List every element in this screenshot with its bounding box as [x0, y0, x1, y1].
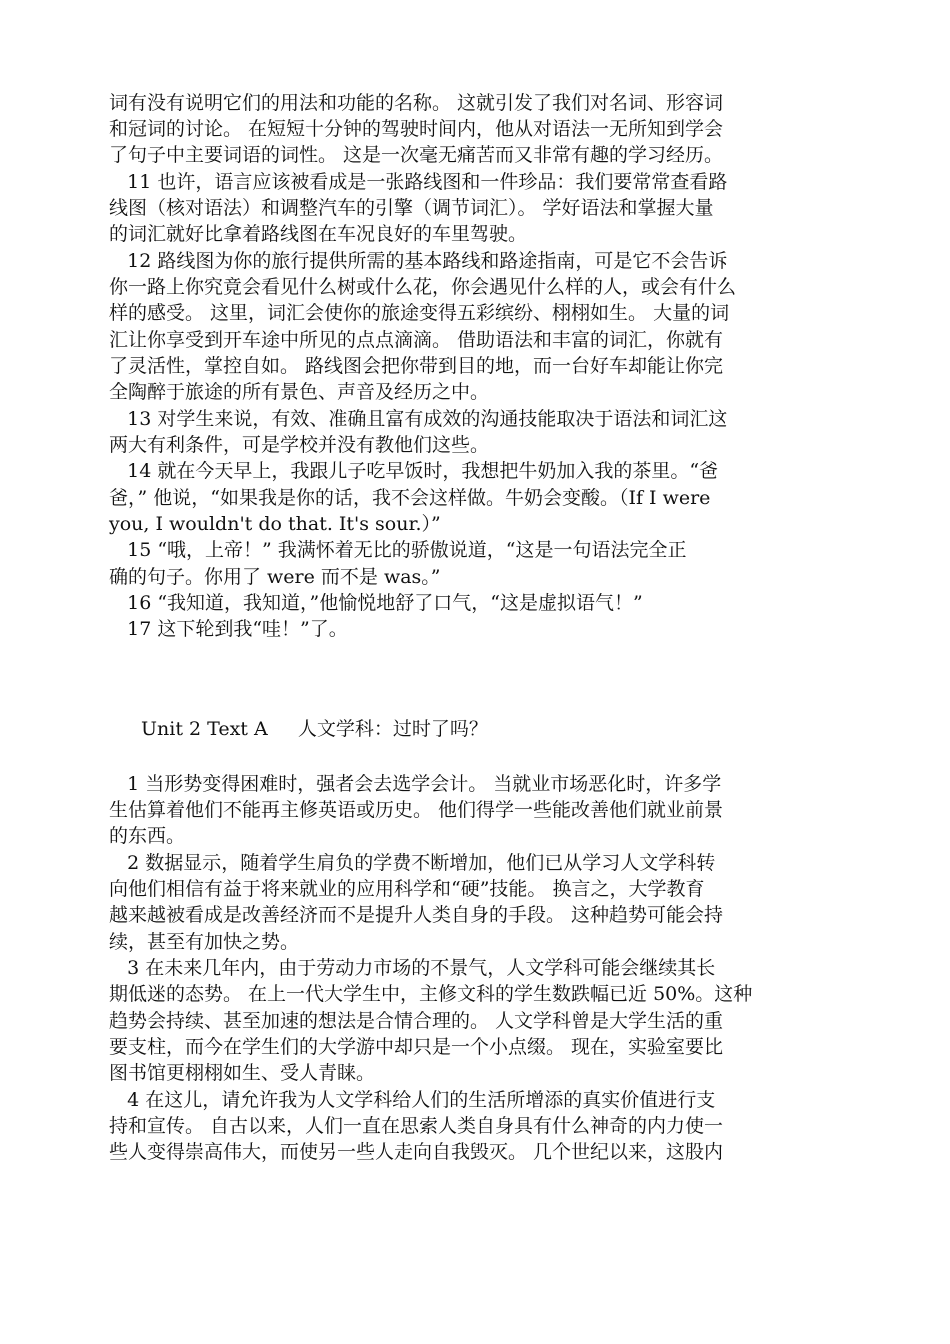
text-line: 你一路上你究竟会看见什么树或什么花，你会遇见什么样的人，或会有什么 — [109, 276, 737, 298]
text-line: 续，甚至有加快之势。 — [109, 931, 300, 953]
text-line: 2 数据显示，随着学生肩负的学费不断增加，他们已从学习人文学科转 — [109, 852, 716, 874]
text-line: 13 对学生来说，有效、准确且富有成效的沟通技能取决于语法和词汇这 — [109, 408, 728, 430]
text-line: 爸，” 他说，“如果我是你的话，我不会这样做。牛奶会变酸。（If I were — [109, 487, 711, 509]
text-line: 生估算着他们不能再主修英语或历史。 他们得学一些能改善他们就业前景 — [109, 799, 724, 821]
text-line: 14 就在今天早上，我跟儿子吃早饭时，我想把牛奶加入我的茶里。“爸 — [109, 460, 719, 482]
text-line: 11 也许，语言应该被看成是一张路线图和一件珍品：我们要常常查看路 — [109, 171, 728, 193]
text-line: 趋势会持续、甚至加速的想法是合情合理的。 人文学科曾是大学生活的重 — [109, 1010, 724, 1032]
text-line: 持和宣传。 自古以来，人们一直在思索人类自身具有什么神奇的内力使一 — [109, 1115, 724, 1137]
text-line: 12 路线图为你的旅行提供所需的基本路线和路途指南，可是它不会告诉 — [109, 250, 728, 272]
text-line: 线图（核对语法）和调整汽车的引擎（调节词汇）。 学好语法和掌握大量 — [109, 197, 714, 219]
text-line: 1 当形势变得困难时，强者会去选学会计。 当就业市场恶化时，许多学 — [109, 773, 722, 795]
text-line: 的词汇就好比拿着路线图在车况良好的车里驾驶。 — [109, 223, 528, 245]
text-line: 确的句子。你用了 were 而不是 was。” — [109, 566, 441, 588]
text-line: 些人变得崇高伟大，而使另一些人走向自我毁灭。 几个世纪以来，这股内 — [109, 1141, 724, 1163]
text-line: 向他们相信有益于将来就业的应用科学和“硬”技能。 换言之，大学教育 — [109, 878, 705, 900]
text-line: 和冠词的讨论。 在短短十分钟的驾驶时间内，他从对语法一无所知到学会 — [109, 118, 724, 140]
text-line: 越来越被看成是改善经济而不是提升人类自身的手段。 这种趋势可能会持 — [109, 904, 724, 926]
text-line: 了灵活性，掌控自如。 路线图会把你带到目的地，而一台好车却能让你完 — [109, 355, 724, 377]
text-line: 3 在未来几年内，由于劳动力市场的不景气，人文学科可能会继续其长 — [109, 957, 716, 979]
text-line: 16 “我知道，我知道，”他愉悦地舒了口气，“这是虚拟语气！” — [109, 592, 643, 614]
text-line: 样的感受。 这里，词汇会使你的旅途变得五彩缤纷、栩栩如生。 大量的词 — [109, 302, 730, 324]
text-line: 15 “哦，上帝！” 我满怀着无比的骄傲说道，“这是一句语法完全正 — [109, 539, 687, 561]
text-line: 了句子中主要词语的词性。 这是一次毫无痛苦而又非常有趣的学习经历。 — [109, 144, 724, 166]
text-line: 4 在这儿，请允许我为人文学科给人们的生活所增添的真实价值进行支 — [109, 1089, 716, 1111]
text-line: 要支柱，而今在学生们的大学游中却只是一个小点缀。 现在，实验室要比 — [109, 1036, 724, 1058]
text-line: 的东西。 — [109, 825, 186, 847]
text-line: 汇让你享受到开车途中所见的点点滴滴。 借助语法和丰富的词汇，你就有 — [109, 329, 724, 351]
text-line: you, I wouldn't do that. It's sour.）” — [109, 513, 441, 535]
text-line: 两大有利条件，可是学校并没有教他们这些。 — [109, 434, 490, 456]
text-line: 词有没有说明它们的用法和功能的名称。 这就引发了我们对名词、形容词 — [109, 92, 724, 114]
text-line: 17 这下轮到我“哇！”了。 — [109, 618, 348, 640]
unit-heading: Unit 2 Text A 人文学科：过时了吗？ — [141, 718, 488, 740]
text-line: 期低迷的态势。 在上一代大学生中，主修文科的学生数跌幅已近 50%。这种 — [109, 983, 753, 1005]
text-line: 图书馆更栩栩如生、受人青睐。 — [109, 1062, 376, 1084]
text-line: 全陶醉于旅途的所有景色、声音及经历之中。 — [109, 381, 490, 403]
